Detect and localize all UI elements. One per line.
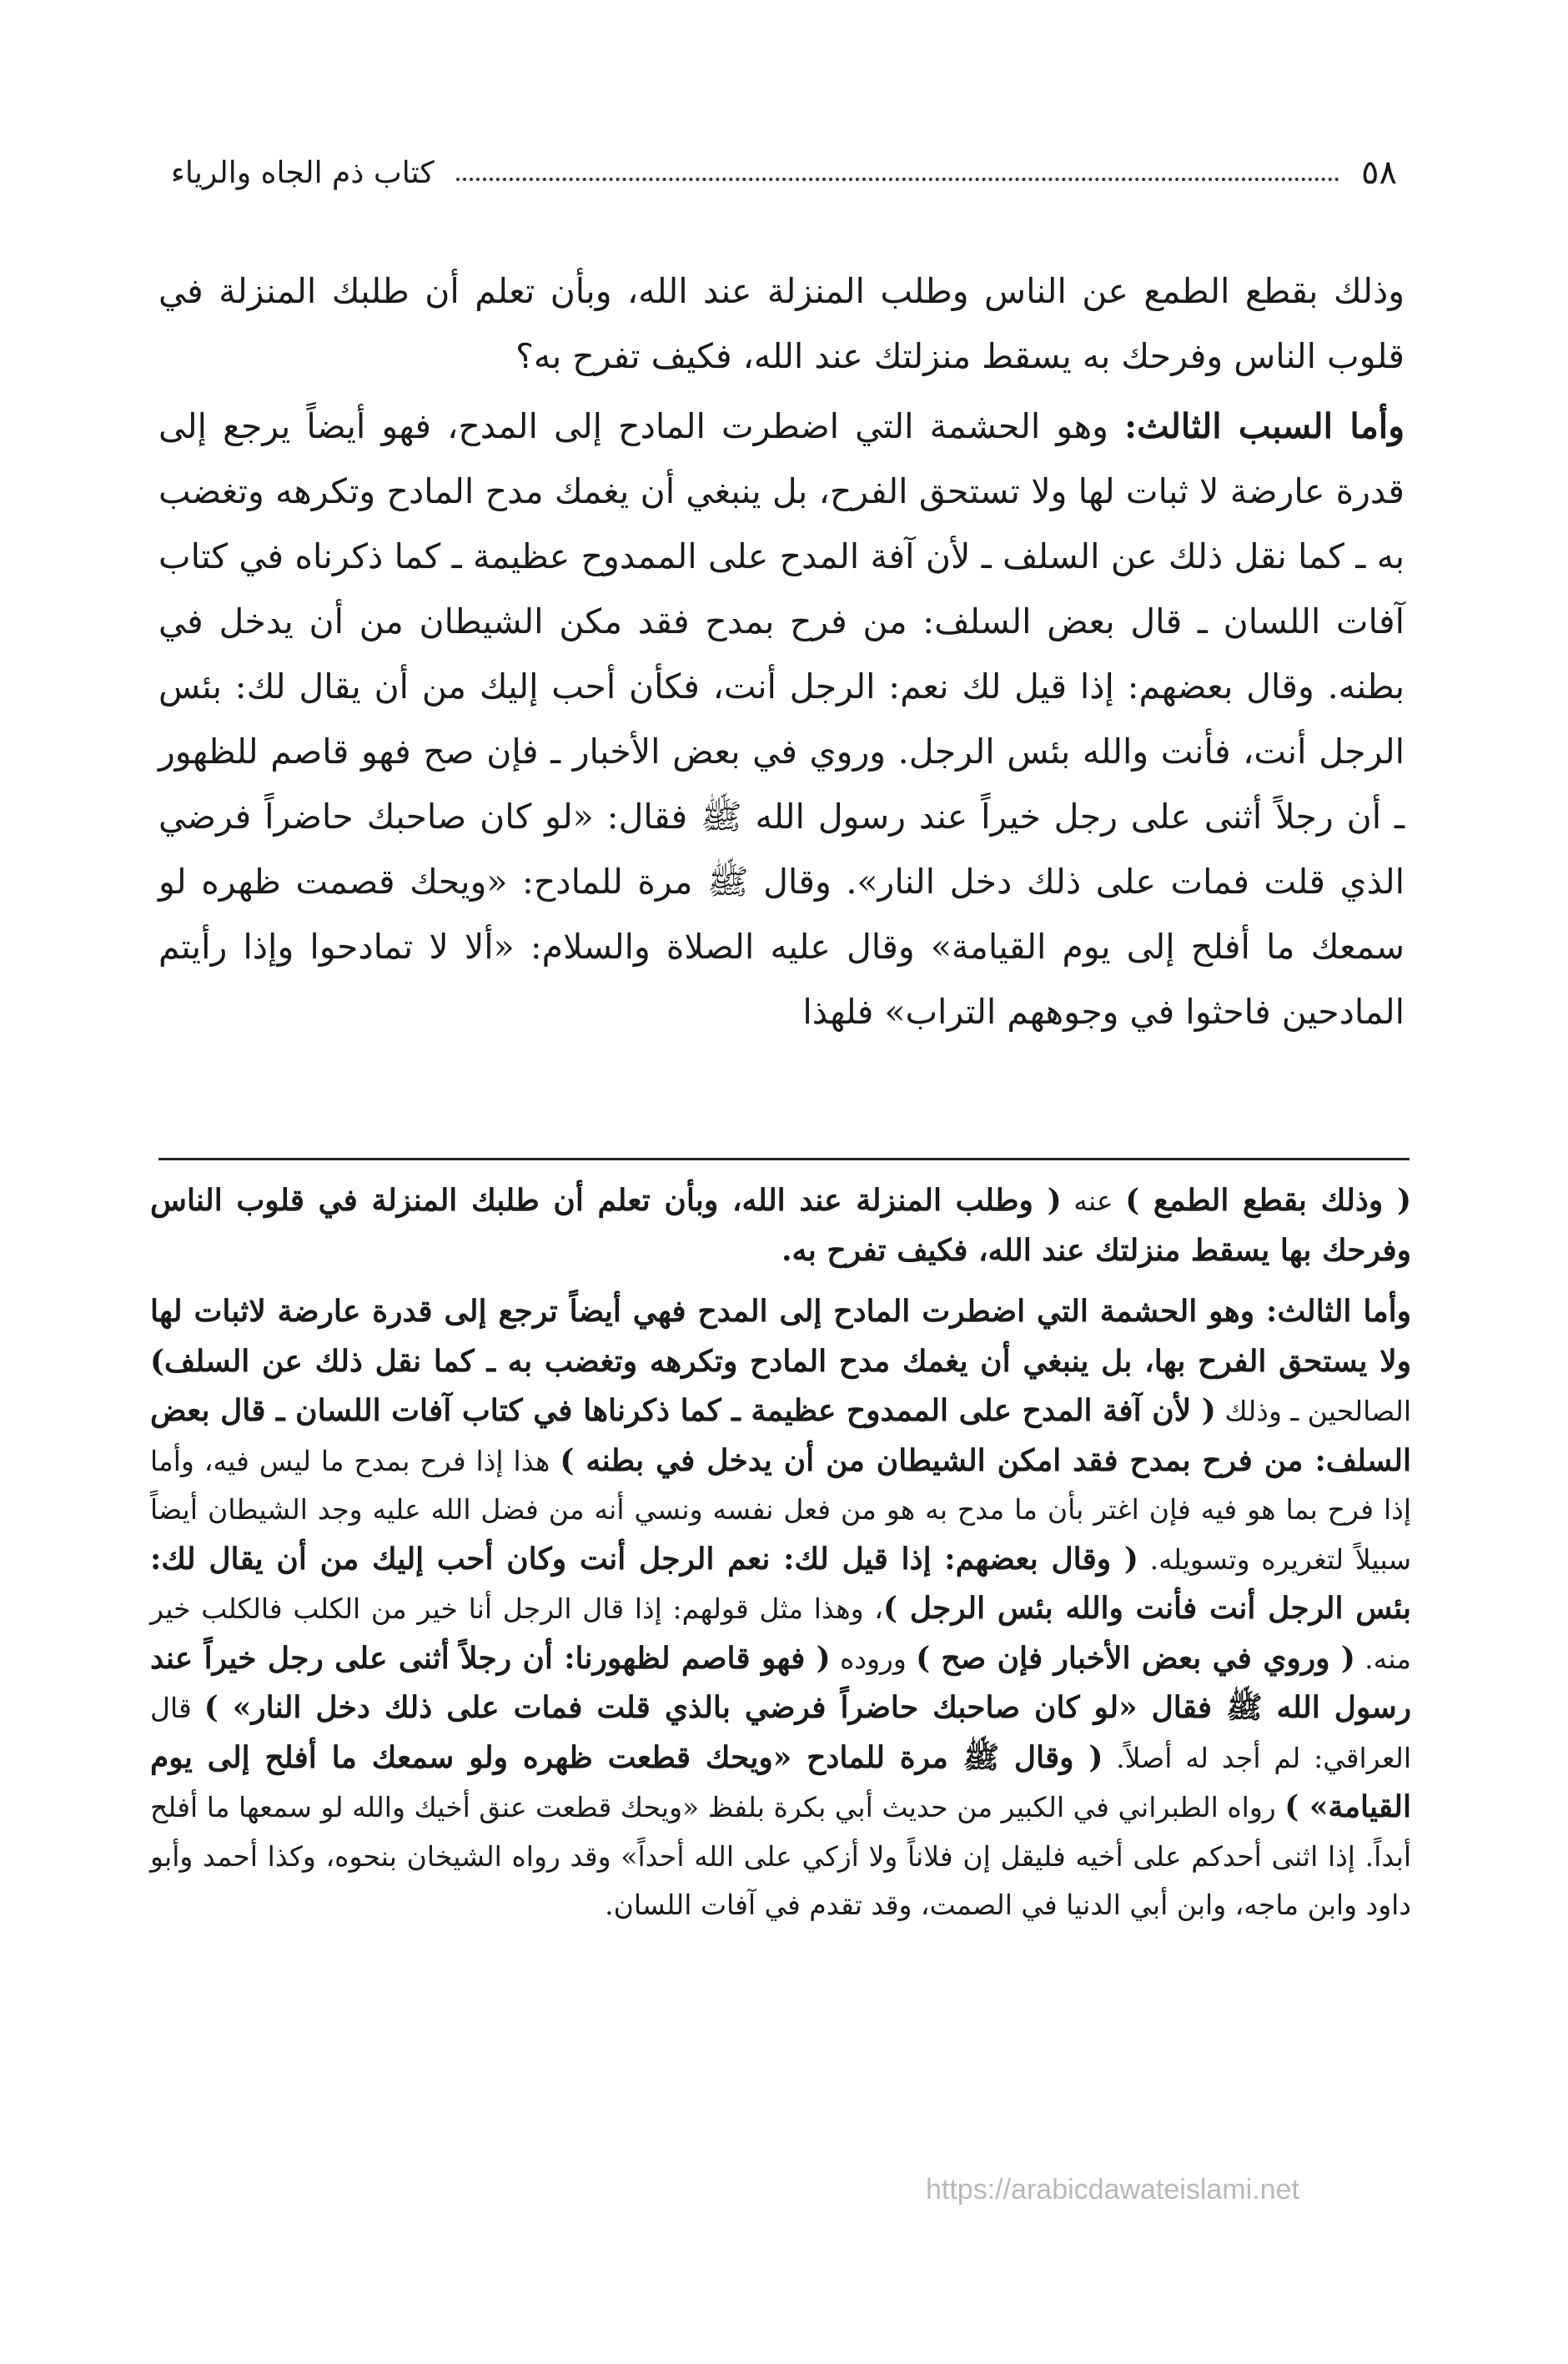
main-paragraph-2 [158,394,1405,1044]
commentary-paragraph-1 [150,1176,1411,1275]
quoted-matn: ( وروي في بعض الأخبار فإن صح ) [916,1640,1355,1676]
quoted-matn: وأما الثالث: وهو الحشمة التي اضطرت المادح إلى المدح فهي أيضاً ترجع إلى قدرة عارضة لاثبات لها ولا يستحق الفرح بها، بل ينبغي أن يغمك مدح المادح وتكرهه وتغضب به ـ كما نقل ذلك عن السلف) [150,1294,1411,1379]
main-paragraph-2-body: وهو الحشمة التي اضطرت المادح إلى المدح، فهو أيضاً يرجع إلى قدرة عارضة لا ثبات لها ولا تستحق الفرح، بل ينبغي أن يغمك مدح المادح وتكرهه وتغضب به ـ كما نقل ذلك عن السلف ـ لأن آفة المدح على الممدوح عظيمة ـ كما ذكرناه في كتاب آفات اللسان ـ قال بعض السلف: من فرح بمدح فقد مكن الشيطان من أن يدخل في بطنه. وقال بعضهم: إذا قيل لك نعم: الرجل أنت، فكأن أحب إليك من أن يقال لك: بئس الرجل أنت، فأنت والله بئس الرجل. وروي في بعض الأخبار ـ فإن صح فهو قاصم للظهور ـ أن رجلاً أثنى على رجل خيراً عند رسول الله ﷺ فقال: «لو كان صاحبك حاضراً فرضي الذي قلت فمات على ذلك دخل النار». وقال ﷺ مرة للمادح: «ويحك قصمت ظهره لو سمعك ما أفلح إلى يوم القيامة» وقال عليه الصلاة والسلام: «ألا لا تمادحوا وإذا رأيتم المادحين فاحثوا في وجوههم التراب» فلهذا [158,406,1405,1032]
running-title: كتاب ذم الجاه والرياء [171,155,435,190]
commentary-text: الصالحين ـ وذلك [1215,1395,1411,1427]
commentary-text: وروده [830,1642,917,1675]
header-dotted-leader [456,178,1339,181]
quoted-matn: ( وذلك بقطع الطمع ) [1125,1183,1411,1218]
commentary-text: ، وهذا مثل قولهم: إذا قال الرجل أنا خير من الكلب فالكلب خير منه. [150,1592,1411,1675]
commentary-text: قال العراقي: لم أجد له أصلاً. [150,1692,1411,1774]
watermark-url: https://arabicdawateislami.net [926,2174,1299,2206]
quoted-matn: ( وطلب المنزلة عند الله، وبأن تعلم أن طلبك المنزلة في قلوب الناس وفرحك بها يسقط منزلتك عند الله، فكيف تفرح به. [150,1183,1411,1268]
commentary-text: عنه [1061,1185,1126,1217]
main-text [158,259,1405,1044]
quoted-matn: ( فهو قاصم لظهورنا: أن رجلاً أثنى على رجل خيراً عند رسول الله ﷺ فقال «لو كان صاحبك حاضراً فرضي بالذي قلت فمات على ذلك دخل النار» ) [150,1640,1411,1725]
section-heading: وأما السبب الثالث: [1123,406,1405,446]
commentary-text: رواه الطبراني في الكبير من حديث أبي بكرة بلفظ «ويحك قطعت عنق أخيك والله لو سمعها ما أفلح أبداً. إذا اثنى أحدكم على أخيه فليقل إن فلاناً ولا أزكي على الله أحداً» وقد رواه الشيخان بنحوه، وكذا أحمد وأبو داود وابن ماجه، وابن أبي الدنيا في الصمت، وقد تقدم في آفات اللسان. [150,1791,1411,1921]
quoted-matn: ( وقال ﷺ مرة للمادح «ويحك قطعت ظهره ولو سمعك ما أفلح إلى يوم القيامة» ) [150,1739,1411,1824]
page-header [171,143,1397,202]
commentary-text: هذا إذا فرح بمدح ما ليس فيه، وأما إذا فرح بما هو فيه فإن اغتر بأن ما مدح به هو من فعل نفسه ونسي أنه من فضل الله عليه وجد الشيطان أيضاً سبيلاً لتغريره وتسويله. [150,1444,1411,1576]
commentary-section [150,1176,1411,1930]
page-number: ٥٨ [1361,153,1397,192]
commentary-paragraph-2 [150,1287,1411,1930]
quoted-matn: ( وقال بعضهم: إذا قيل لك: نعم الرجل أنت وكان أحب إليك من أن يقال لك: بئس الرجل أنت فأنت والله بئس الرجل ) [150,1541,1411,1626]
quoted-matn: ( لأن آفة المدح على الممدوح عظيمة ـ كما ذكرناها في كتاب آفات اللسان ـ قال بعض السلف: من فرح بمدح فقد امكن الشيطان من أن يدخل في بطنه ) [150,1393,1411,1478]
footnote-separator [158,1158,1410,1160]
main-paragraph-1: وذلك بقطع الطمع عن الناس وطلب المنزلة عند الله، وبأن تعلم أن طلبك المنزلة في قلوب الناس وفرحك به يسقط منزلتك عند الله، فكيف تفرح به؟ [158,271,1405,376]
